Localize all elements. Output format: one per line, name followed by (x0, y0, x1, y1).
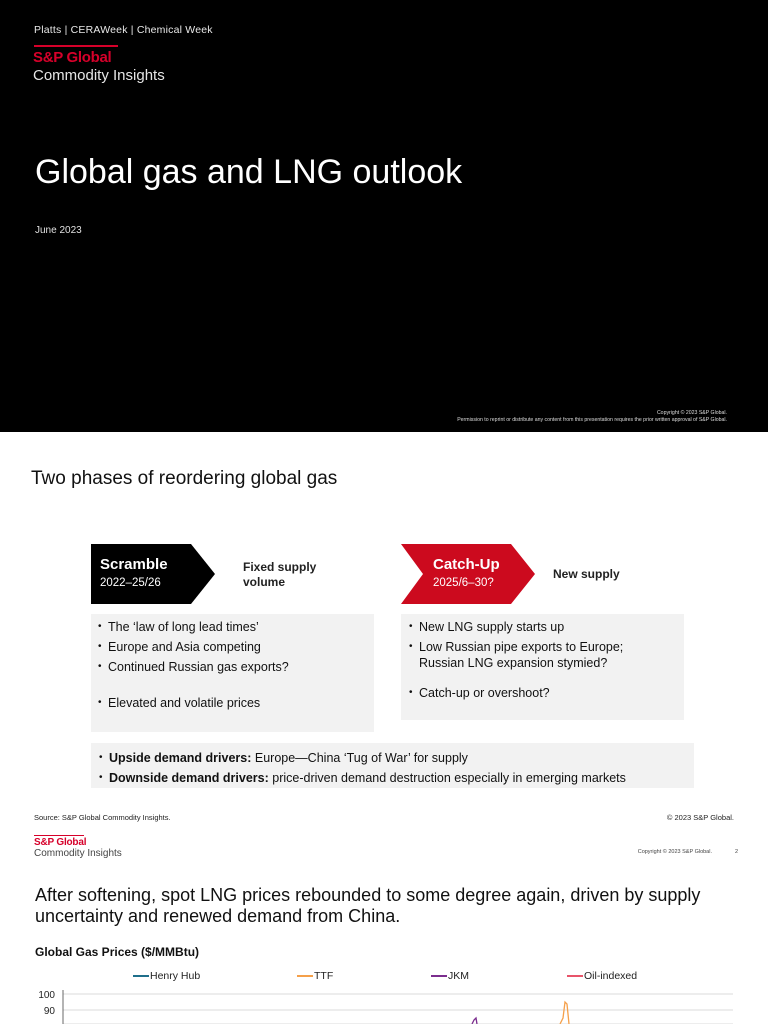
legend-swatch (567, 975, 583, 977)
driver-label: Upside demand drivers: (109, 751, 252, 765)
bullet-list (401, 614, 684, 701)
legend-swatch (297, 975, 313, 977)
deck-date: June 2023 (35, 225, 82, 236)
bullet-item: • Europe and Asia competing (96, 639, 374, 655)
catch-up-bullets-box (401, 614, 684, 720)
legend-label: TTF (314, 970, 334, 982)
scramble-phase-arrow (91, 544, 215, 604)
driver-text: price-driven demand destruction especially in emerging markets (268, 771, 626, 785)
scramble-bullets-box (91, 614, 374, 732)
copyright-notice: © 2023 S&P Global. (666, 813, 734, 822)
logo-commodity-insights: Commodity Insights (33, 67, 165, 84)
legend-ttf (297, 970, 333, 982)
ttf-line (560, 1002, 569, 1024)
bullet-item: • Catch-up or overshoot? (407, 685, 684, 701)
legend-swatch (431, 975, 447, 977)
driver-text: Europe—China ‘Tug of War’ for supply (251, 751, 468, 765)
logo-sp-global: S&P Global (34, 837, 87, 848)
logo-accent-bar (34, 835, 84, 836)
permission-line: Permission to reprint or distribute any content from this presentation requires the prior written approval of S&P Global. (457, 416, 727, 423)
slide-title: Two phases of reordering global gas (31, 468, 338, 489)
logo-sp-global: S&P Global (33, 49, 112, 66)
copyright-notice: Copyright © 2023 S&P Global. (637, 849, 712, 855)
phase-years: 2022–25/26 (100, 577, 161, 589)
logo-commodity-insights: Commodity Insights (34, 848, 122, 859)
price-chart (0, 982, 768, 1024)
legend-label: JKM (448, 970, 469, 982)
y-tick-label: 100 (38, 990, 55, 1001)
driver-label: Downside demand drivers: (109, 771, 269, 785)
legend-jkm (431, 970, 469, 982)
phases-slide (0, 432, 768, 864)
bullet-list (91, 743, 694, 788)
legend-label: Henry Hub (150, 970, 201, 982)
bullet-item: • Continued Russian gas exports? (96, 659, 374, 675)
bullet-item (97, 748, 694, 768)
bullet-item: • The ‘law of long lead times’ (96, 619, 374, 635)
legend-henry-hub (133, 970, 200, 982)
legend-oil-indexed (567, 970, 637, 982)
slide-headline: After softening, spot LNG prices rebounded to some degree again, driven by supply uncertainty and renewed demand from China. (35, 885, 701, 926)
chart-title: Global Gas Prices ($/MMBtu) (35, 945, 200, 959)
bullet-list (91, 614, 374, 711)
legend-label: Oil-indexed (584, 970, 638, 982)
phase-a-side-note (243, 560, 316, 590)
phase-name: Scramble (100, 556, 168, 573)
arrow-shape (91, 544, 215, 604)
logo-accent-bar (34, 45, 118, 47)
bullet-item: • Low Russian pipe exports to Europe; Russian LNG expansion stymied? (407, 639, 659, 671)
deck-title: Global gas and LNG outlook (35, 153, 463, 191)
legend-swatch (133, 975, 149, 977)
prices-slide (0, 832, 768, 1024)
side-note-line: volume (243, 575, 286, 589)
demand-drivers-box (91, 743, 694, 788)
catch-up-phase-arrow (401, 544, 535, 604)
page-number: 2 (734, 849, 738, 855)
phase-name: Catch-Up (433, 556, 500, 573)
jkm-line (472, 1018, 477, 1024)
phase-b-side-note: New supply (553, 567, 620, 581)
bullet-item: • New LNG supply starts up (407, 619, 684, 635)
phase-years: 2025/6–30? (433, 577, 494, 589)
source-note: Source: S&P Global Commodity Insights. (34, 813, 171, 822)
bullet-item (97, 768, 694, 788)
y-tick-label: 90 (43, 1006, 55, 1017)
title-slide (0, 0, 768, 432)
bullet-item: • Elevated and volatile prices (96, 695, 374, 711)
brand-list: Platts | CERAWeek | Chemical Week (34, 24, 213, 36)
copyright-notice (457, 410, 727, 423)
side-note-line: Fixed supply (243, 560, 317, 574)
arrow-shape (401, 544, 535, 604)
copyright-line: Copyright © 2023 S&P Global. (656, 410, 727, 416)
